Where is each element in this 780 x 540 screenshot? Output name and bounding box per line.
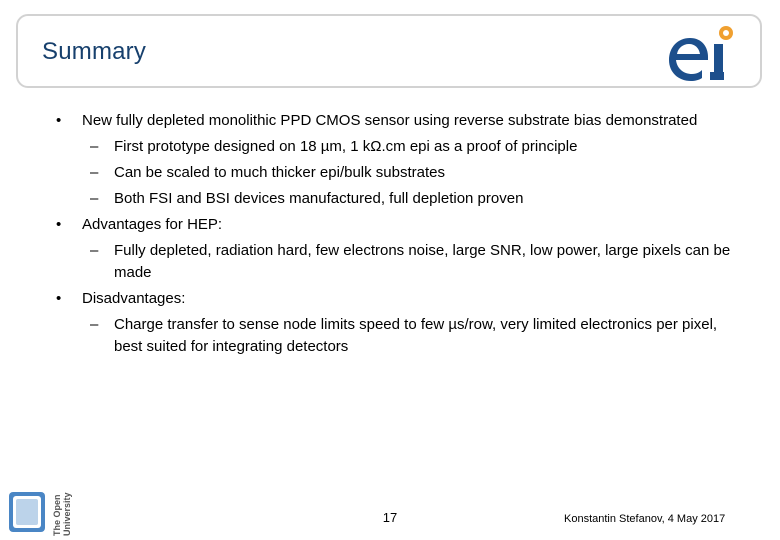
dash-marker: – (90, 138, 99, 155)
sub-bullet-item (56, 136, 746, 158)
ou-logo-text-line2: University (62, 492, 72, 536)
sub-bullet-text: Charge transfer to sense node limits speed to few µs/row, very limited electronics per pixel, best suited for integrating detectors (114, 316, 718, 355)
sub-bullet-text: Fully depleted, radiation hard, few electrons noise, large SNR, low power, large pixels can be made (114, 242, 731, 281)
slide-content (56, 110, 746, 358)
ei-logo-icon (668, 24, 742, 82)
bullet-item (56, 214, 746, 236)
bullet-item (56, 110, 746, 132)
title-box (16, 14, 762, 88)
sub-bullet-item (56, 162, 746, 184)
bullet-item (56, 288, 746, 310)
bullet-marker: • (56, 216, 62, 233)
sub-bullet-text: Both FSI and BSI devices manufactured, full depletion proven (114, 190, 524, 207)
sub-bullet-text: First prototype designed on 18 µm, 1 kΩ.cm epi as a proof of principle (114, 138, 578, 155)
ou-logo-text-line1: The Open (52, 494, 62, 536)
open-university-logo-icon (8, 490, 78, 538)
bullet-marker: • (56, 290, 62, 307)
dash-marker: – (90, 316, 99, 333)
dash-marker: – (90, 164, 99, 181)
page-number: 17 (382, 510, 398, 525)
sub-bullet-item (56, 314, 746, 358)
bullet-marker: • (56, 112, 62, 129)
dash-marker: – (90, 190, 99, 207)
sub-bullet-text: Can be scaled to much thicker epi/bulk substrates (114, 164, 446, 181)
bullet-text: Disadvantages: (82, 290, 186, 307)
sub-bullet-item (56, 240, 746, 284)
bullet-text: Advantages for HEP: (82, 216, 223, 233)
bullet-text: New fully depleted monolithic PPD CMOS sensor using reverse substrate bias demonstrated (82, 112, 698, 129)
slide-title: Summary (42, 38, 147, 65)
sub-bullet-item (56, 188, 746, 210)
footer-author-date: Konstantin Stefanov, 4 May 2017 (564, 513, 726, 525)
dash-marker: – (90, 242, 99, 259)
